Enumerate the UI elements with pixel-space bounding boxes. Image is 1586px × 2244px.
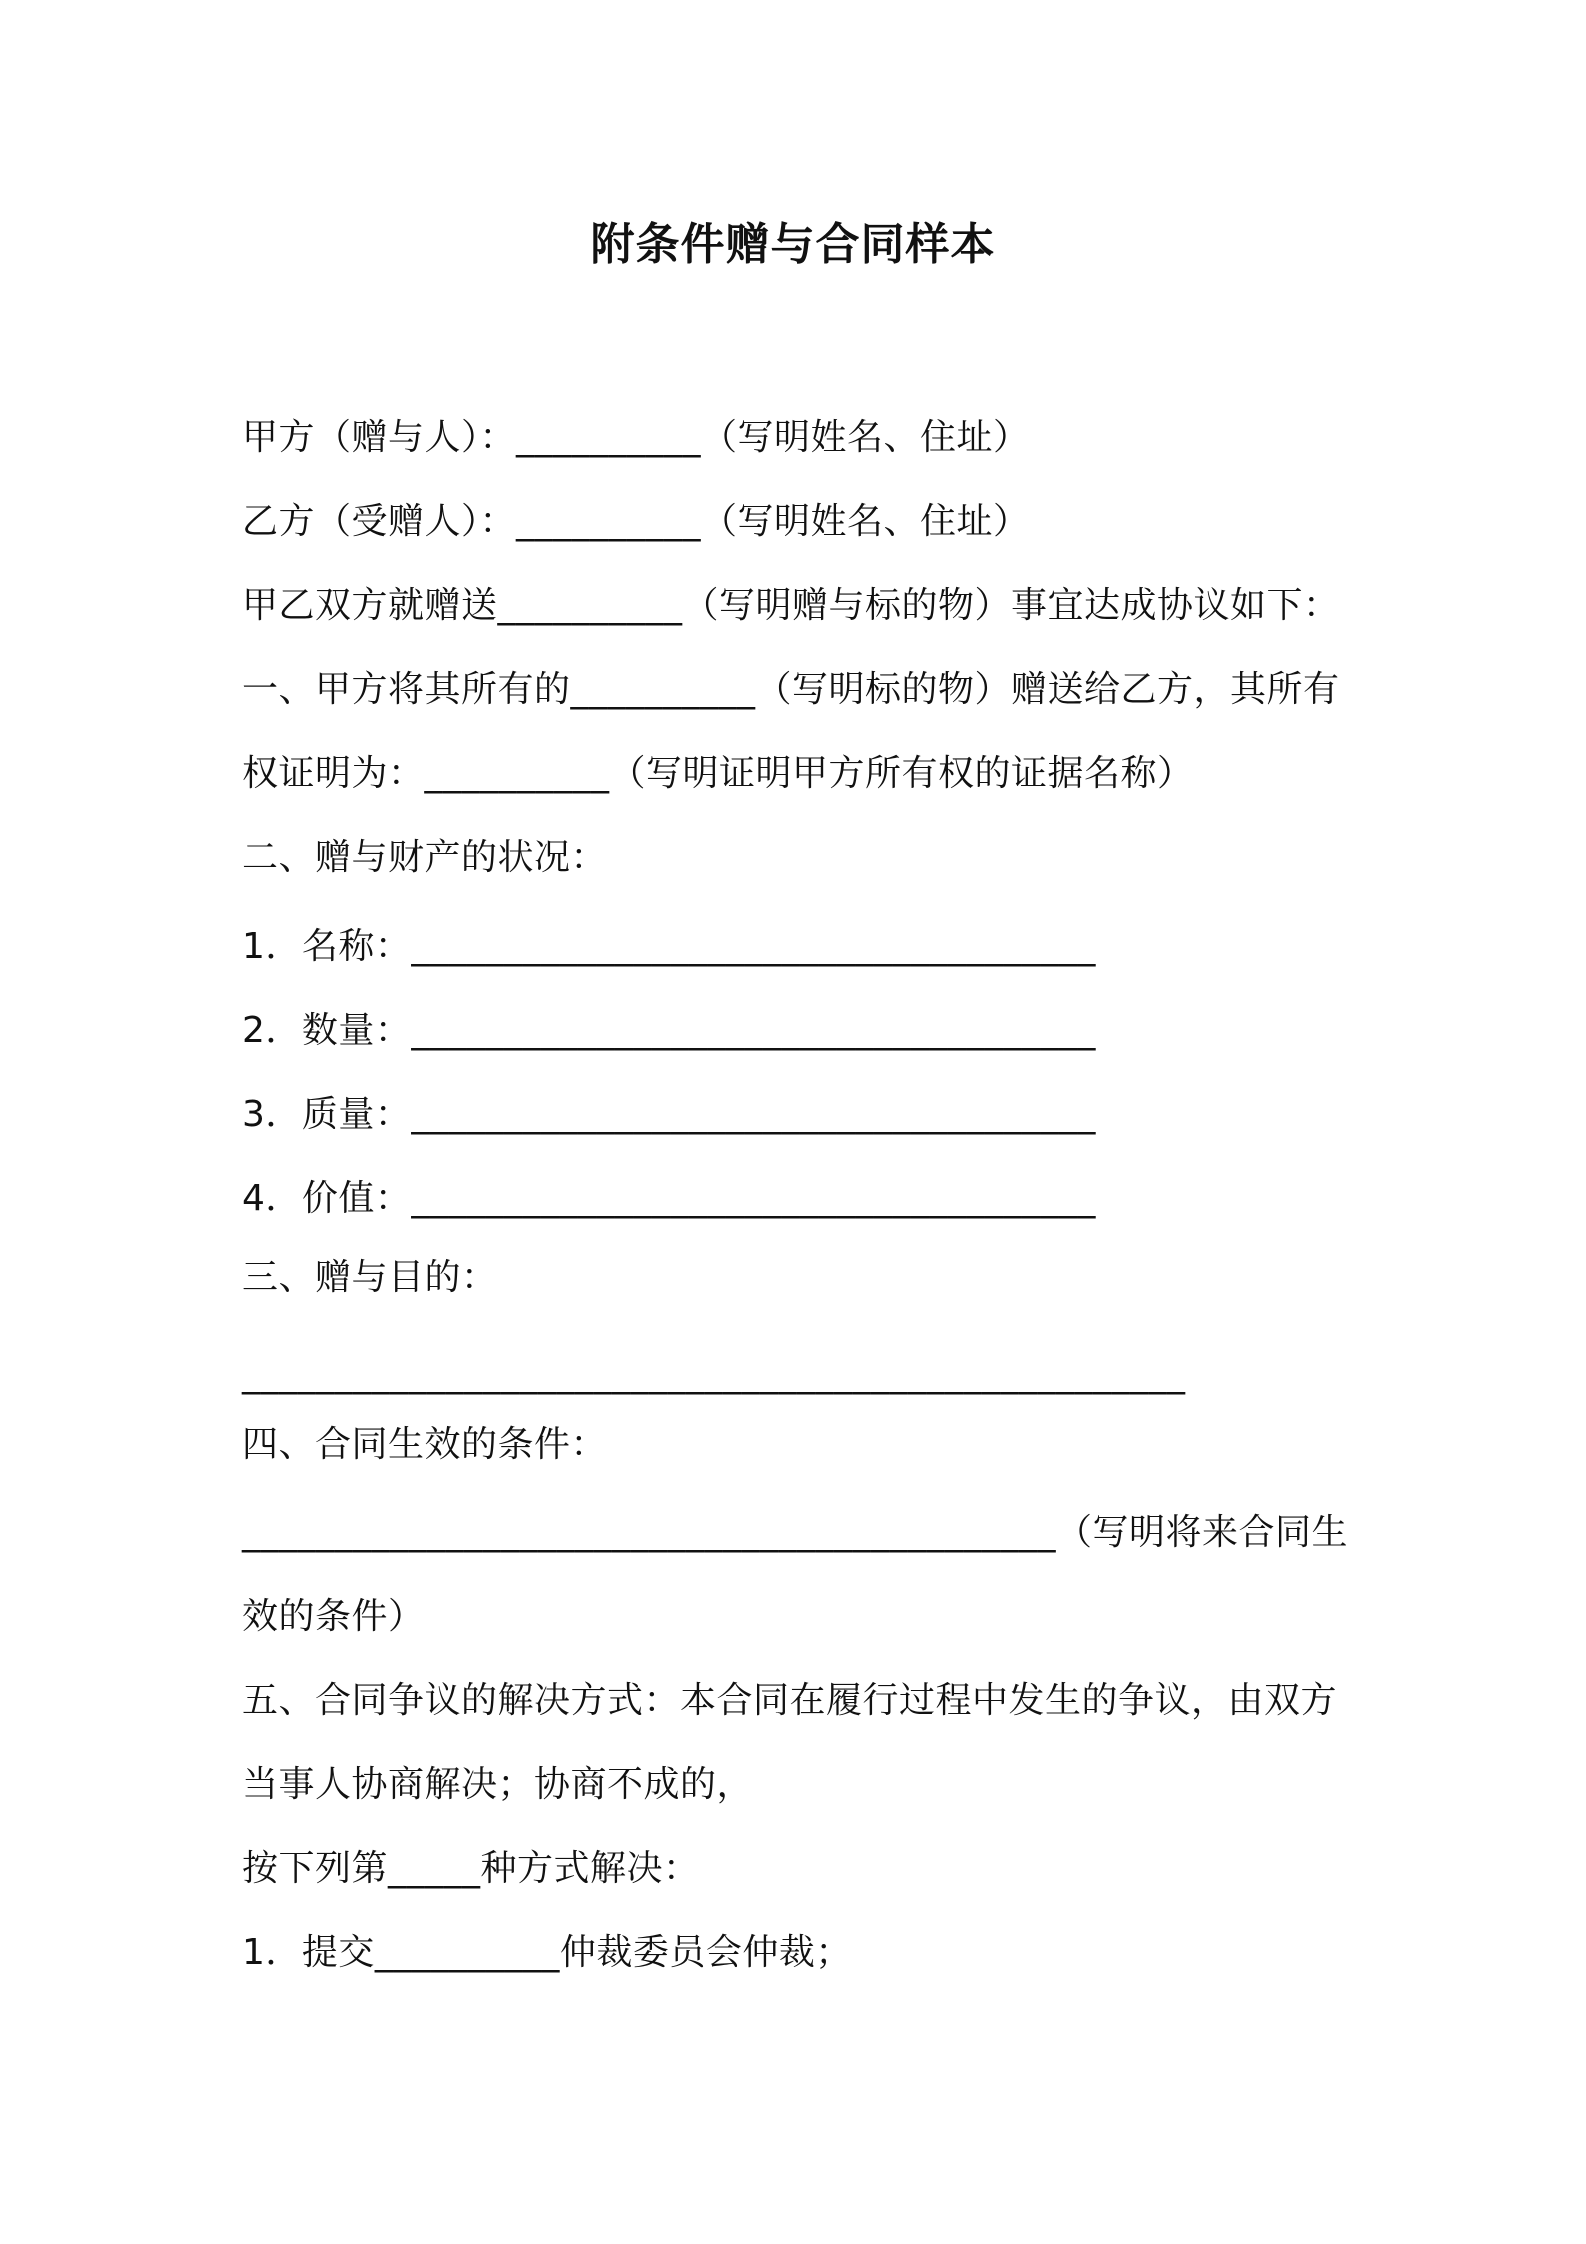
condition-blank-line: ____________________________________________（写明将来合同生 [242,1512,1349,1553]
party-b-line: 乙方（受赠人）：__________（写明姓名、住址） [242,501,1030,542]
agreement-intro-line: 甲乙双方就赠送__________（写明赠与标的物）事宜达成协议如下： [242,585,1340,626]
condition-cont-line: 效的条件） [242,1596,425,1637]
clause-1-line: 一、甲方将其所有的__________（写明标的物）赠送给乙方，其所有 [242,669,1340,710]
clause-4-heading: 四、合同生效的条件： [242,1424,608,1465]
purpose-blank-line: ___________________________________________________ [242,1354,1186,1395]
party-a-line: 甲方（赠与人）：__________（写明姓名、住址） [242,417,1030,458]
clause-2-heading: 二、赠与财产的状况： [242,837,608,878]
item-value-line: 4．价值：_____________________________________ [242,1178,1096,1219]
clause-3-heading: 三、赠与目的： [242,1257,498,1298]
clause-1-cont-line: 权证明为：__________（写明证明甲方所有权的证据名称） [242,753,1194,794]
method-choice-line: 按下列第_____种方式解决： [242,1848,700,1889]
clause-5-cont-line: 当事人协商解决；协商不成的， [242,1764,754,1805]
item-name-line: 1．名称：_____________________________________ [242,926,1096,967]
document-title: 附条件赠与合同样本 [590,219,996,270]
arbitration-line: 1．提交__________仲裁委员会仲裁； [242,1932,852,1973]
item-quality-line: 3．质量：_____________________________________ [242,1094,1096,1135]
item-quantity-line: 2．数量：_____________________________________ [242,1010,1096,1051]
clause-5-line: 五、合同争议的解决方式：本合同在履行过程中发生的争议，由双方 [242,1680,1338,1721]
